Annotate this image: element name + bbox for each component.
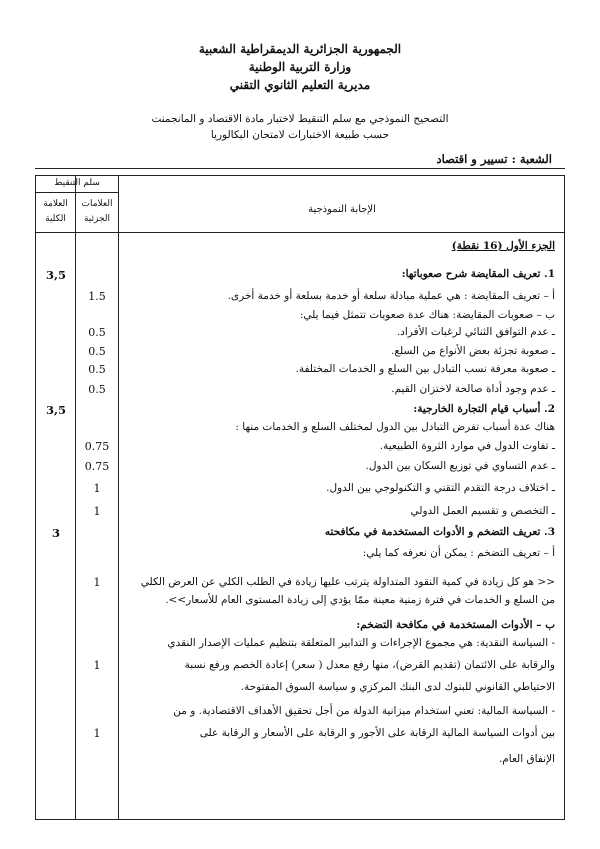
column-divider [118,175,119,820]
partial-score: 1 [93,727,101,740]
partial-score: 0.5 [88,383,106,396]
answer-line: أ – تعريف المقايضة : هي عملية مبادلة سلعة أو خدمة بسلعة أو خدمة أخرى. [227,290,555,302]
partial-score: 1 [93,659,101,672]
partial-score: 1.5 [88,290,106,303]
answer-line: - السياسة النقدية: هي مجموع الإجراءات و التدابير المتعلقة بتنظيم عمليات الإصدار النقدي [167,637,555,649]
answer-line: 3. تعريف التضخم و الأدوات المستخدمة في مكافحته [324,526,555,538]
partial-marks-label-1: العلامات [81,199,113,209]
partial-score: 0.75 [84,460,110,473]
answer-line: هناك عدة أسباب تفرض التبادل بين الدول لمختلف السلع و الخدمات منها : [235,421,555,433]
divider [35,168,565,169]
answer-line: ـ التخصص و تقسيم العمل الدولي [410,505,555,517]
answer-line: أ – تعريف التضخم : يمكن أن نعرفه كما يلي: [362,547,555,559]
total-score: 3,5 [45,403,66,417]
answer-line: ب – صعوبات المقايضة: هناك عدة صعوبات تتمثل فيما يلي: [299,309,555,321]
partial-score: 0.5 [88,345,106,358]
answer-line: الإنفاق العام. [498,753,555,765]
part-title: الجزء الأول (16 نقطة) [451,240,555,252]
row-divider [35,192,119,193]
partial-score: 1 [93,505,101,518]
answer-line: 2. أسباب قيام التجارة الخارجية: [413,403,555,415]
answer-line: ـ تفاوت الدول في موارد الثروة الطبيعية. [379,440,555,452]
header-subtitle2: حسب طبيعة الاختبارات لامتحان البكالوريا [210,129,390,141]
answer-line: والرقابة على الائتمان (تقديم القرض)، منها رفع معدل ( سعر) إعادة الخصم ورفع نسبة [184,659,555,671]
header-ministry: وزارة التربية الوطنية [248,60,352,74]
answer-line: - السياسة المالية: تعني استخدام ميزانية الدولة من أجل تحقيق الأهداف الاقتصادية. و من [173,705,555,717]
partial-score: 0.5 [88,326,106,339]
answer-line: ـ صعوبة تجزئة بعض الأنواع من السلع. [391,345,555,357]
answer-line: ـ عدم التساوي في توزيع السكان بين الدول. [365,460,555,472]
answer-line: ـ عدم وجود أداة صالحة لاختزان القيم. [391,383,555,395]
answer-line: 1. تعريف المقايضة شرح صعوباتها: [401,268,555,280]
answer-line: من السلع و الخدمات في فترة زمنية معينة ممّا يؤدي إلى زيادة المستوى العام للأسعار>>. [165,594,555,606]
header-row-divider [35,232,565,233]
grading-scale-label: سلم التنقيط [54,178,100,188]
total-score: 3,5 [45,268,66,282]
header-subtitle1: التصحيح النموذجي مع سلم التنقيط لاختبار مادة الاقتصاد و المانجمنت [151,113,449,125]
branch-label: الشعبة : تسيير و اقتصاد [436,152,552,166]
total-score: 3 [51,526,60,540]
partial-score: 1 [93,482,101,495]
partial-score: 0.5 [88,363,106,376]
answer-line: << هو كل زيادة في كمية النقود المتداولة يترتب عليها زيادة في الطلب الكلي عن العرض الكلي [140,576,555,588]
total-marks-label-2: الكلية [45,214,66,224]
answer-line: بين أدوات السياسة المالية الرقابة على الأجور و الرقابة على الأسعار و الرقابة على [199,727,555,739]
answer-line: ب – الأدوات المستخدمة في مكافحة التضخم: [356,619,555,631]
answer-line: ـ اختلاف درجة التقدم التقني و التكنولوجي بين الدول. [326,482,555,494]
partial-score: 0.75 [84,440,110,453]
model-answer-label: الإجابة النموذجية [308,204,376,215]
answer-line: ـ عدم التوافق الثنائي لرغبات الأفراد. [396,326,555,338]
header-republic: الجمهورية الجزائرية الديمقراطية الشعبية [198,42,402,56]
partial-marks-label-2: الجزئية [83,214,111,224]
answer-line: الاحتياطي القانوني للبنوك لدى البنك المركزي و سياسة السوق المفتوحة. [240,681,555,693]
header-directorate: مديرية التعليم الثانوي التقني [229,78,371,92]
total-marks-label-1: العلامة [43,199,68,209]
answer-line: ـ صعوبة معرفة نسب التبادل بين السلع و الخدمات المختلفة. [295,363,555,375]
partial-score: 1 [93,576,101,589]
